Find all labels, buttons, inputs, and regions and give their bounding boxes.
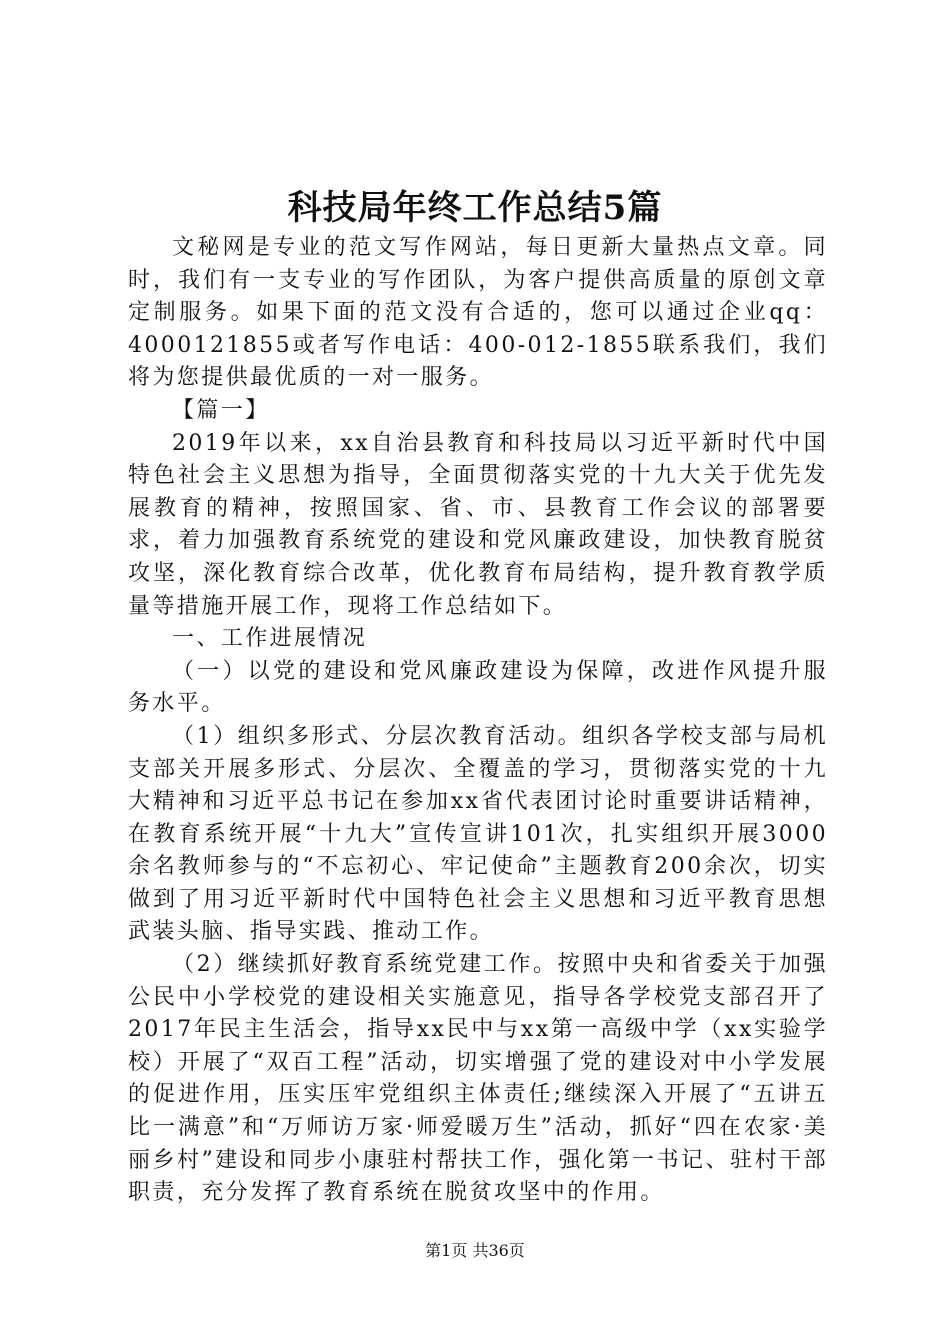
- subheading-party-building: （一）以党的建设和党风廉政建设为保障，改进作风提升服务水平。: [128, 658, 828, 717]
- heading-work-progress: 一、工作进展情况: [172, 626, 368, 652]
- section-heading-part-one: 【篇一】: [172, 397, 270, 423]
- intro-paragraph: 文秘网是专业的范文写作网站，每日更新大量热点文章。同时，我们有一支专业的写作团队，为客户提供高质量的原创文章定制服务。如果下面的范文没有合适的，您可以通过企业qq：4000121855或者写作电话：400-012-1855联系我们，我们将为您提供最优质的一对一服务。: [128, 235, 828, 391]
- item-1-paragraph: （1）组织多形式、分层次教育活动。组织各学校支部与局机支部关开展多形式、分层次、全覆盖的学习，贯彻落实党的十九大精神和习近平总书记在参加xx省代表团讨论时重要讲话精神，在教育系统开展“十九大”宣传宣讲101次，扎实组织开展3000余名教师参与的“不忘初心、牢记使命”主题教育200余次，切实做到了用习近平新时代中国特色社会主义思想和习近平教育思想武装头脑、指导实践、推动工作。: [128, 723, 828, 945]
- document-body: [128, 232, 828, 1210]
- item-2-paragraph: （2）继续抓好教育系统党建工作。按照中央和省委关于加强公民中小学校党的建设相关实施意见，指导各学校党支部召开了2017年民主生活会，指导xx民中与xx第一高级中学（xx实验学校）开展了“双百工程”活动，切实增强了党的建设对中小学发展的促进作用，压实压牢党组织主体责任;继续深入开展了“五讲五比一满意”和“万师访万家·师爱暖万生”活动，抓好“四在农家·美丽乡村”建设和同步小康驻村帮扶工作，强化第一书记、驻村干部职责，充分发挥了教育系统在脱贫攻坚中的作用。: [128, 952, 828, 1206]
- page-footer: 第1页 共36页: [425, 1241, 525, 1260]
- summary-paragraph: 2019年以来，xx自治县教育和科技局以习近平新时代中国特色社会主义思想为指导，全面贯彻落实党的十九大关于优先发展教育的精神，按照国家、省、市、县教育工作会议的部署要求，着力加强教育系统党的建设和党风廉政建设，加快教育脱贫攻坚，深化教育综合改革，优化教育布局结构，提升教育教学质量等措施开展工作，现将工作总结如下。: [128, 430, 828, 619]
- document-title: 科技局年终工作总结5篇: [287, 188, 663, 228]
